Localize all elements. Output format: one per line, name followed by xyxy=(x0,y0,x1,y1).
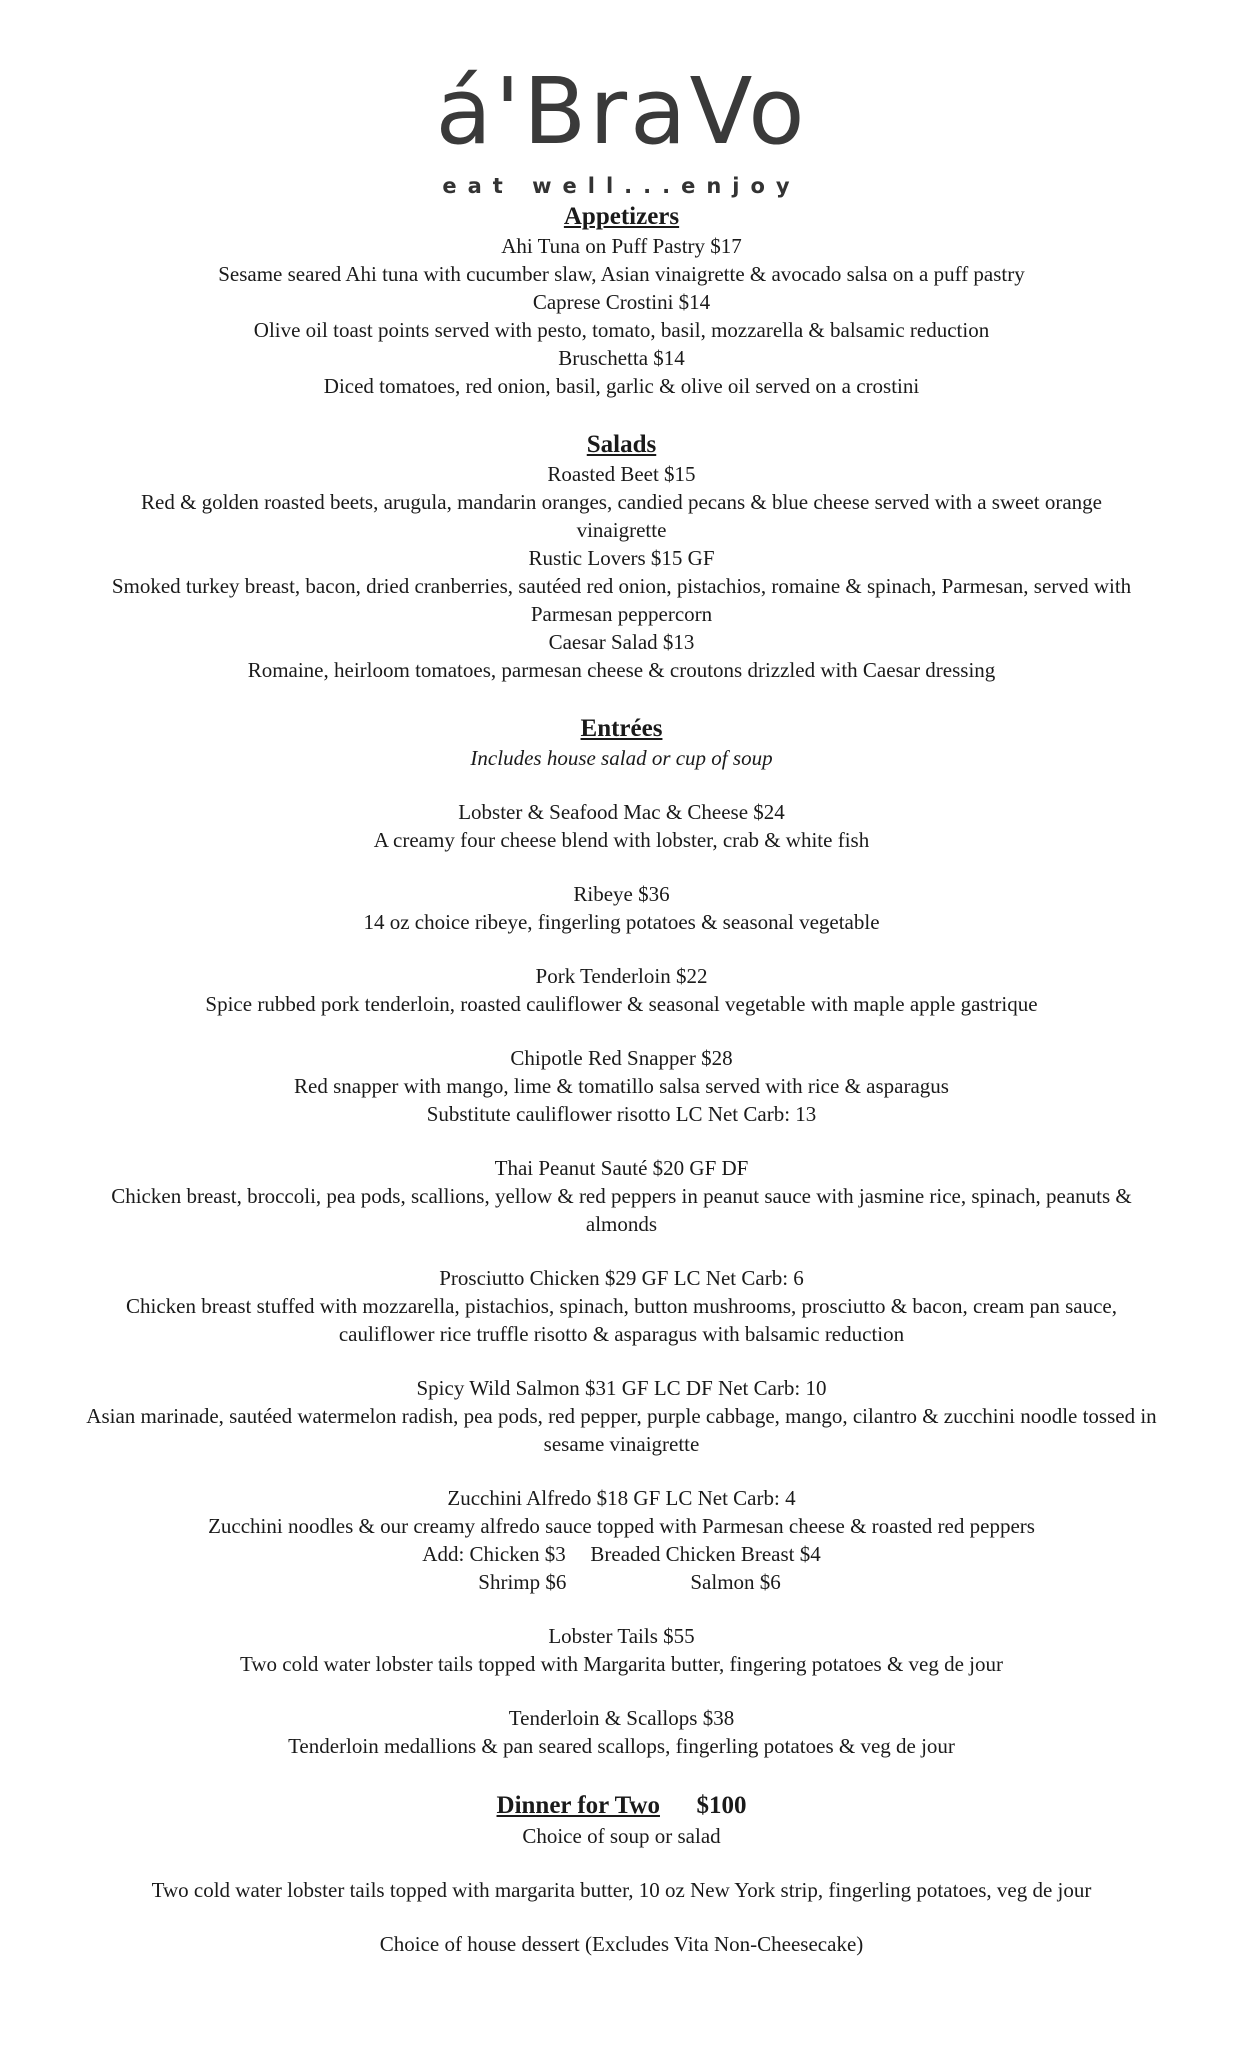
brand-logo: á'BraVo xyxy=(435,58,808,165)
dinner-for-two-heading xyxy=(0,1790,1243,1822)
menu-item-name: Bruschetta $14 xyxy=(558,346,685,370)
menu-item-desc: Chicken breast stuffed with mozzarella, pistachios, spinach, button mushrooms, prosciutto & bacon, cream pan sauce, cauliflower rice truffle risotto & asparagus with balsamic reduction xyxy=(125,1294,1118,1346)
menu-item-desc: Smoked turkey breast, bacon, dried cranberries, sautéed red onion, pistachios, romaine & spinach, Parmesan, served with Parmesan peppercorn xyxy=(111,574,1132,626)
addon-breaded-chicken: Breaded Chicken Breast $4 xyxy=(590,1542,821,1566)
dinner-for-two-title: Dinner for Two xyxy=(496,1792,660,1819)
menu-item-desc: Red & golden roasted beets, arugula, mandarin oranges, candied pecans & blue cheese served with a sweet orange vinaigrette xyxy=(141,490,1102,542)
menu-item-name: Caprese Crostini $14 xyxy=(532,290,711,314)
menu-item-desc: Two cold water lobster tails topped with Margarita butter, fingering potatoes & veg de jour xyxy=(239,1652,1004,1676)
entrees-section xyxy=(0,714,1243,1760)
dinner-for-two-line: Choice of house dessert (Excludes Vita Non-Cheesecake) xyxy=(379,1932,864,1956)
addon-salmon: Salmon $6 xyxy=(690,1570,781,1594)
menu-item-desc: Spice rubbed pork tenderloin, roasted cauliflower & seasonal vegetable with maple apple gastrique xyxy=(205,992,1038,1016)
menu-item-desc: Chicken breast, broccoli, pea pods, scallions, yellow & red peppers in peanut sauce with jasmine rice, spinach, peanuts & almonds xyxy=(111,1184,1132,1236)
menu-item-name: Ribeye $36 xyxy=(573,882,670,906)
brand-tagline: eat well...enjoy xyxy=(442,174,801,198)
menu-item-note: Substitute cauliflower risotto LC Net Carb: 13 xyxy=(426,1102,817,1126)
section-title-entrees: Entrées xyxy=(580,715,663,742)
addon-shrimp: Shrimp $6 xyxy=(478,1570,567,1594)
menu-item-desc: Diced tomatoes, red onion, basil, garlic & olive oil served on a crostini xyxy=(323,374,920,398)
menu-item-name: Rustic Lovers $15 GF xyxy=(528,546,715,570)
dinner-for-two-line: Two cold water lobster tails topped with margarita butter, 10 oz New York strip, fingerling potatoes, veg de jour xyxy=(151,1878,1092,1902)
menu-item-name: Lobster Tails $55 xyxy=(548,1624,695,1648)
menu-item-desc: Olive oil toast points served with pesto, tomato, basil, mozzarella & balsamic reduction xyxy=(253,318,990,342)
menu-item-name: Thai Peanut Sauté $20 GF DF xyxy=(494,1156,749,1180)
menu-item-desc: Sesame seared Ahi tuna with cucumber slaw, Asian vinaigrette & avocado salsa on a puff pastry xyxy=(218,262,1025,286)
menu-item-desc: Zucchini noodles & our creamy alfredo sauce topped with Parmesan cheese & roasted red peppers xyxy=(208,1514,1035,1538)
addon-chicken: Add: Chicken $3 xyxy=(422,1542,566,1566)
entrees-subtitle: Includes house salad or cup of soup xyxy=(470,746,773,770)
dinner-for-two-section xyxy=(0,1790,1243,1958)
menu-item-desc: Tenderloin medallions & pan seared scallops, fingerling potatoes & veg de jour xyxy=(288,1734,955,1758)
menu-item-name: Lobster & Seafood Mac & Cheese $24 xyxy=(458,800,785,824)
menu-item-desc: A creamy four cheese blend with lobster, crab & white fish xyxy=(373,828,870,852)
header xyxy=(0,0,1243,202)
menu-item-desc: Red snapper with mango, lime & tomatillo salsa served with rice & asparagus xyxy=(294,1074,949,1098)
menu-item-name: Roasted Beet $15 xyxy=(547,462,696,486)
menu-item-name: Caesar Salad $13 xyxy=(548,630,695,654)
menu-item-name: Prosciutto Chicken $29 GF LC Net Carb: 6 xyxy=(439,1266,804,1290)
dinner-for-two-price: $100 xyxy=(696,1792,747,1819)
menu-item-name: Zucchini Alfredo $18 GF LC Net Carb: 4 xyxy=(447,1486,796,1510)
section-title-appetizers: Appetizers xyxy=(563,203,680,230)
salads-section xyxy=(0,430,1243,684)
menu-item-name: Chipotle Red Snapper $28 xyxy=(510,1046,733,1070)
menu-item-name: Spicy Wild Salmon $31 GF LC DF Net Carb: 10 xyxy=(416,1376,827,1400)
menu-item-name: Tenderloin & Scallops $38 xyxy=(508,1706,735,1730)
menu-item-name: Ahi Tuna on Puff Pastry $17 xyxy=(501,234,742,258)
section-title-salads: Salads xyxy=(586,431,657,458)
menu-item-desc: 14 oz choice ribeye, fingerling potatoes & seasonal vegetable xyxy=(363,910,880,934)
menu-item-desc: Romaine, heirloom tomatoes, parmesan cheese & croutons drizzled with Caesar dressing xyxy=(247,658,996,682)
appetizers-section xyxy=(0,202,1243,400)
menu-item-name: Pork Tenderloin $22 xyxy=(535,964,708,988)
menu-item-desc: Asian marinade, sautéed watermelon radish, pea pods, red pepper, purple cabbage, mango, cilantro & zucchini noodle tossed in sesame vinaigrette xyxy=(86,1404,1157,1456)
addons-grid xyxy=(422,1540,820,1596)
dinner-for-two-line: Choice of soup or salad xyxy=(522,1824,721,1848)
menu-body xyxy=(0,202,1243,1958)
